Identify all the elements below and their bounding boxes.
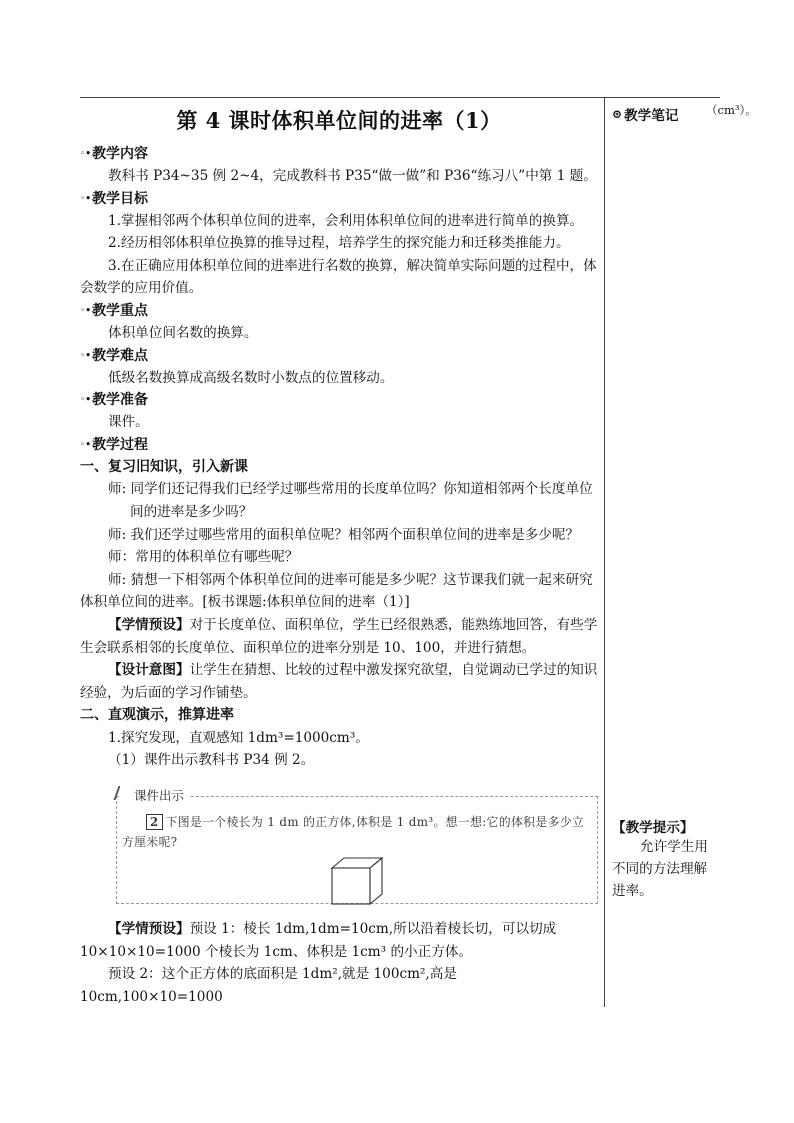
explore-line: 1.探究发现，直观感知 1dm³=1000cm³。 — [108, 729, 369, 746]
section-label: 教学内容 — [92, 146, 149, 162]
cube-side-face — [370, 858, 382, 904]
section-marker-icon: ◦• — [80, 193, 92, 204]
note-student-preset — [80, 614, 598, 659]
courseware-question-text: 下图是一个棱长为 1 dm 的正方体,体积是 1 dm³。想一想:它的体积是多少立方厘米呢? — [122, 815, 585, 850]
preset-2: 预设 2：这个正方体的底面积是 1dm²,就是 100cm²,高是 10cm,100×10=1000 — [80, 966, 457, 1005]
teacher-line-4: 师: 猜想一下相邻两个体积单位间的进率可能是多少呢？这节课我们就一起来研究体积单位间的进率。[板书课题:体积单位间的进率（1）] — [80, 571, 593, 611]
teaching-tip-body: 允许学生用不同的方法理解进率。 — [612, 839, 708, 899]
teacher-line-3: 师：常用的体积单位有哪些呢？ — [108, 549, 299, 566]
section-heading-prep — [80, 389, 598, 411]
teaching-tip-text — [612, 836, 720, 902]
note-tag: 【学情预设】 — [108, 616, 190, 633]
part-1-heading: 一、复习旧知识，引入新课 — [80, 458, 248, 475]
goal-3: 3.在正确应用体积单位间的进率进行名数的换算，解决简单实际问题的过程中，体会数学的应用价值。 — [80, 257, 597, 297]
section-marker-icon: ◦• — [80, 305, 92, 316]
section-label: 教学过程 — [92, 436, 149, 453]
prep-text: 课件。 — [108, 414, 149, 431]
courseware-intro: （1）课件出示教科书 P34 例 2。 — [108, 752, 315, 769]
courseware-figure — [116, 786, 598, 904]
courseware-question — [122, 812, 592, 852]
section-heading-difficulty — [80, 345, 598, 367]
part-2-heading: 二、直观演示，推算进率 — [80, 707, 234, 724]
section-marker-icon: ◦• — [80, 350, 92, 361]
courseware-label: 课件出示 — [120, 786, 190, 804]
page-title: 第 4 课时体积单位间的进率（1） — [176, 108, 502, 133]
column-divider — [604, 97, 605, 1007]
teacher-line-2: 师: 我们还学过哪些常用的面积单位呢？相邻两个面积单位间的进率是多少呢？ — [108, 526, 580, 543]
section-marker-icon: ◦• — [80, 439, 92, 450]
section-marker-icon: ◦• — [80, 149, 92, 159]
section-heading-process — [80, 434, 598, 456]
example-number: 2 — [146, 814, 163, 830]
goal-1: 1.掌握相邻两个体积单位间的进率，会利用体积单位间的进率进行简单的换算。 — [108, 212, 584, 229]
note-tag: 【设计意图】 — [108, 662, 190, 679]
notes-marker-icon: ⊚ — [612, 107, 623, 121]
teaching-tip-heading: 【教学提示】 — [612, 820, 694, 836]
note-design-intent — [80, 659, 598, 704]
note-text: 对于长度单位、面积单位，学生已经很熟悉，能熟练地回答，有些学生会联系相邻的长度单位、面积单位的进率分别是 10、100，并进行猜想。 — [80, 616, 598, 656]
preset-1-text: 预设 1：棱长 1dm,1dm=10cm,所以沿着棱长切，可以切成 10×10×10=1000 个棱长为 1cm、体积是 1cm³ 的小正方体。 — [80, 921, 557, 960]
key-text: 体积单位间名数的换算。 — [108, 324, 258, 341]
section-heading-goals — [80, 188, 598, 210]
section-heading-content — [80, 143, 598, 165]
goal-2: 2.经历相邻体积单位换算的推导过程，培养学生的探究能力和迁移类推能力。 — [108, 235, 570, 252]
teacher-line-1: 师: 同学们还记得我们已经学过哪些常用的长度单位吗？你知道相邻两个长度单位间的进率是多少吗？ — [108, 481, 593, 520]
section-heading-key — [80, 300, 598, 322]
section-label: 教学准备 — [92, 392, 149, 409]
margin-unit-note: （cm³）。 — [706, 103, 757, 117]
section-label: 教学重点 — [92, 302, 149, 319]
section-marker-icon: ◦• — [80, 395, 92, 406]
section-label: 教学难点 — [92, 347, 149, 364]
note-text: 让学生在猜想、比较的过程中激发探究欲望，自觉调动已学过的知识经验，为后面的学习作铺垫。 — [80, 662, 598, 701]
content-text: 教科书 P34~35 例 2~4，完成教科书 P35“做一做”和 P36“练习八”中第 1 题。 — [108, 168, 597, 184]
cube-front-face — [332, 868, 370, 904]
difficulty-text: 低级名数换算成高级名数时小数点的位置移动。 — [108, 369, 394, 386]
teaching-notes-label: 教学笔记 — [624, 108, 679, 124]
note-tag: 【学情预设】 — [108, 921, 190, 938]
section-label: 教学目标 — [92, 190, 149, 207]
cube-figure — [330, 856, 386, 906]
preset-1 — [80, 918, 598, 963]
cube-top-face — [332, 858, 382, 868]
main-column — [80, 98, 598, 1008]
